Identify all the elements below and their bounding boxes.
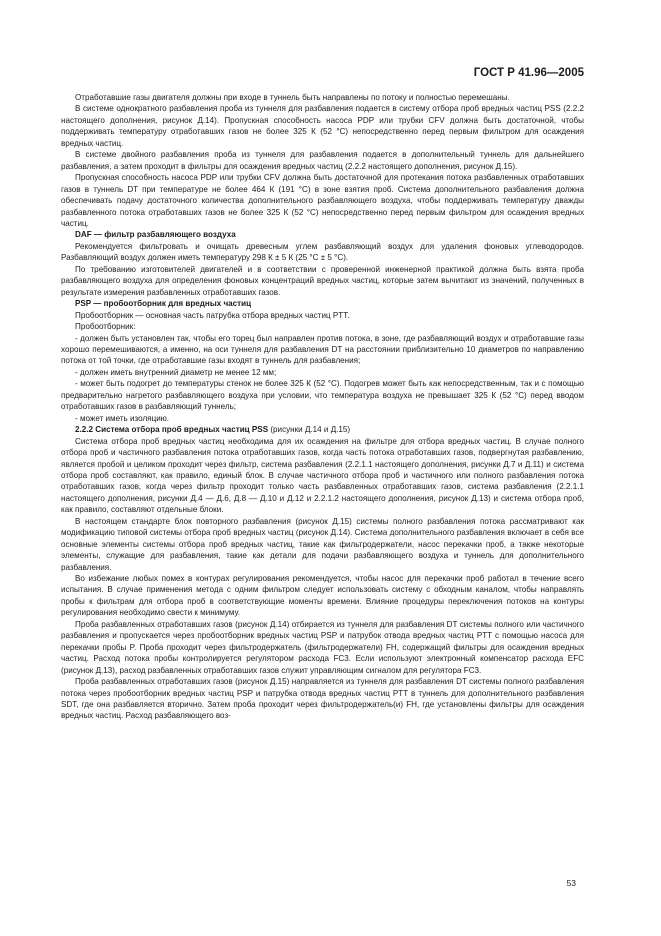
paragraph: Проба разбавленных отработавших газов (рисунок Д.14) отбирается из туннеля для разбавления DT системы полного или частичного разбавления и пропускается через пробоотборник вредных частиц PSP и патрубок отвода вредных частиц PTT с помощью насоса для перекачки пробы P. Проба проходит через фильтродержатель (фильтродержатели) FH, содержащий фильтры для осаждения вредных частиц. Расход потока пробы контролируется регулятором расхода FC3. Если используют электронный компенсатор расхода EFC (рисунок Д.13), расход разбавленных отработавших газов служит управляющим сигналом для регулятора FC3. [61, 619, 584, 675]
body-text [61, 92, 584, 722]
paragraph: Пробоотборник: [75, 322, 136, 332]
list-item: - должен быть установлен так, чтобы его торец был направлен против потока, в зоне, где разбавляющий воздух и отработавшие газы хорошо перемешиваются, а именно, на оси туннеля для разбавления DT на расстоянии приблизительно 10 диаметров по направлению потока от той точки, где отработавшие газы входят в туннель для разбавления; [61, 333, 584, 366]
paragraph: Пропускная способность насоса PDP или трубки CFV должна быть достаточной для протекания потока разбавленных отработавших газов в туннель DT при температуре не более 464 К (191 °С) в зоне взятия проб. Система дополнительного разбавления должна обеспечивать подачу достаточного количества дополнительного разбавляющего воздуха, чтобы поддерживать температуру дважды разбавленного потока отработавших газов не более 325 К (52 °С) непосредственно перед первым фильтром для осаждения вредных частиц. [61, 173, 584, 228]
paragraph: Проба разбавленных отработавших газов (рисунок Д.15) направляется из туннеля для разбавления DT системы полного разбавления потока через пробоотборник вредных частиц PSP и патрубка отвода вредных частиц PTT в туннель для дополнительного разбавления SDT, где она разбавляется вторично. Затем проба проходит через фильтродержатель(и) FH, где установлены фильтры для осаждения вредных частиц. Расход разбавляющего воз- [61, 677, 584, 721]
document-header: ГОСТ Р 41.96—2005 [473, 67, 584, 79]
term-heading-daf: DAF — фильтр разбавляющего воздуха [75, 230, 236, 240]
section-heading [61, 424, 584, 435]
list-item: - может быть подогрет до температуры стенок не более 325 К (52 °С). Подогрев может быть как непосредственным, так и с помощью предварительно нагретого разбавляющего воздуха при условии, что температура воздуха не превышает 325 К (52 °С) перед вводом отработавших газов в разбавляющий туннель; [61, 379, 584, 412]
page-number: 53 [566, 878, 576, 888]
paragraph: Система отбора проб вредных частиц необходима для их осаждения на фильтре для отбора вредных частиц. В случае полного отбора проб и частичного разбавления потока отработавших газов, когда часть потока отработавших газов, подвергнутая разбавлению, является пробой и целиком проходит через фильтр, система разбавления (2.2.1.1 настоящего дополнения, рисунки Д.7 и Д.11) и система отбора проб составляют, как правило, единый блок. В случае частичного отбора проб и частичного или полного разбавления потока отработавших газов, когда через фильтр проходит только часть разбавленных отработавших газов, система разбавления (2.2.1.1 настоящего дополнения, рисунки Д.4 — Д.6, Д.8 — Д.10 и Д.12 и 2.2.1.2 настоящего дополнения, рисунок Д.13) и система отбора проб, как правило, составляют отдельные блоки. [61, 436, 584, 515]
paragraph: Во избежание любых помех в контурах регулирования рекомендуется, чтобы насос для перекачки проб работал в течение всего испытания. В случае применения метода с одним фильтром следует использовать систему с обходным каналом, чтобы направлять пробы к фильтрам для отбора проб в соответствующие моменты времени. Влияние процедуры переключения потоков на контуры регулирования необходимо свести к минимуму. [61, 574, 584, 618]
paragraph: В системе однократного разбавления проба из туннеля для разбавления подается в систему отбора проб вредных частиц PSS (2.2.2 настоящего дополнения, рисунок Д.14). Пропускная способность насоса PDP или трубки CFV должна быть достаточной, чтобы поддерживать температуру отработавших газов не более 325 К (52 °С) непосредственно перед первым фильтром для осаждения вредных частиц. [61, 104, 584, 148]
paragraph: Отработавшие газы двигателя должны при входе в туннель быть направлены по потоку и полностью перемешаны. [75, 93, 510, 102]
paragraph: В настоящем стандарте блок повторного разбавления (рисунок Д.15) системы полного разбавления потока рассматривают как модификацию типовой системы отбора проб вредных частиц (рисунок Д.14). Система дополнительного разбавления включает в себя все основные элементы системы отбора проб вредных частиц, такие как фильтродержатели, насос перекачки проб, а также некоторые элементы, служащие для разбавления, такие как детали для подачи разбавляющего воздуха и туннель для дополнительного разбавления. [61, 516, 584, 572]
paragraph: В системе двойного разбавления проба из туннеля для разбавления подается в дополнительный туннель для дальнейшего разбавления, а затем проходит в фильтры для осаждения вредных частиц (2.2.2 настоящего дополнения, рисунок Д.15). [61, 150, 584, 171]
paragraph: Рекомендуется фильтровать и очищать древесным углем разбавляющий воздух для удаления фоновых углеводородов. Разбавляющий воздух должен иметь температуру 298 К ± 5 К (25 °С ± 5 °С). [61, 241, 584, 263]
paragraph: По требованию изготовителей двигателей и в соответствии с проверенной инженерной практикой должна быть взята проба разбавляющего воздуха для определения фоновых концентраций вредных частиц, которые затем вычитают из значений, полученных в результате измерения разбавленных отработавших газов. [61, 264, 584, 297]
list-item: - должен иметь внутренний диаметр не менее 12 мм; [75, 367, 277, 377]
section-figure-ref: (рисунки Д.14 и Д.15) [270, 425, 351, 435]
term-heading-psp: PSP — пробоотборник для вредных частиц [75, 299, 252, 309]
section-title: 2.2.2 Система отбора проб вредных частиц PSS [75, 425, 269, 435]
list-item: - может иметь изоляцию. [75, 413, 170, 423]
paragraph: Пробоотборник — основная часть патрубка отбора вредных частиц PTT. [75, 310, 350, 320]
